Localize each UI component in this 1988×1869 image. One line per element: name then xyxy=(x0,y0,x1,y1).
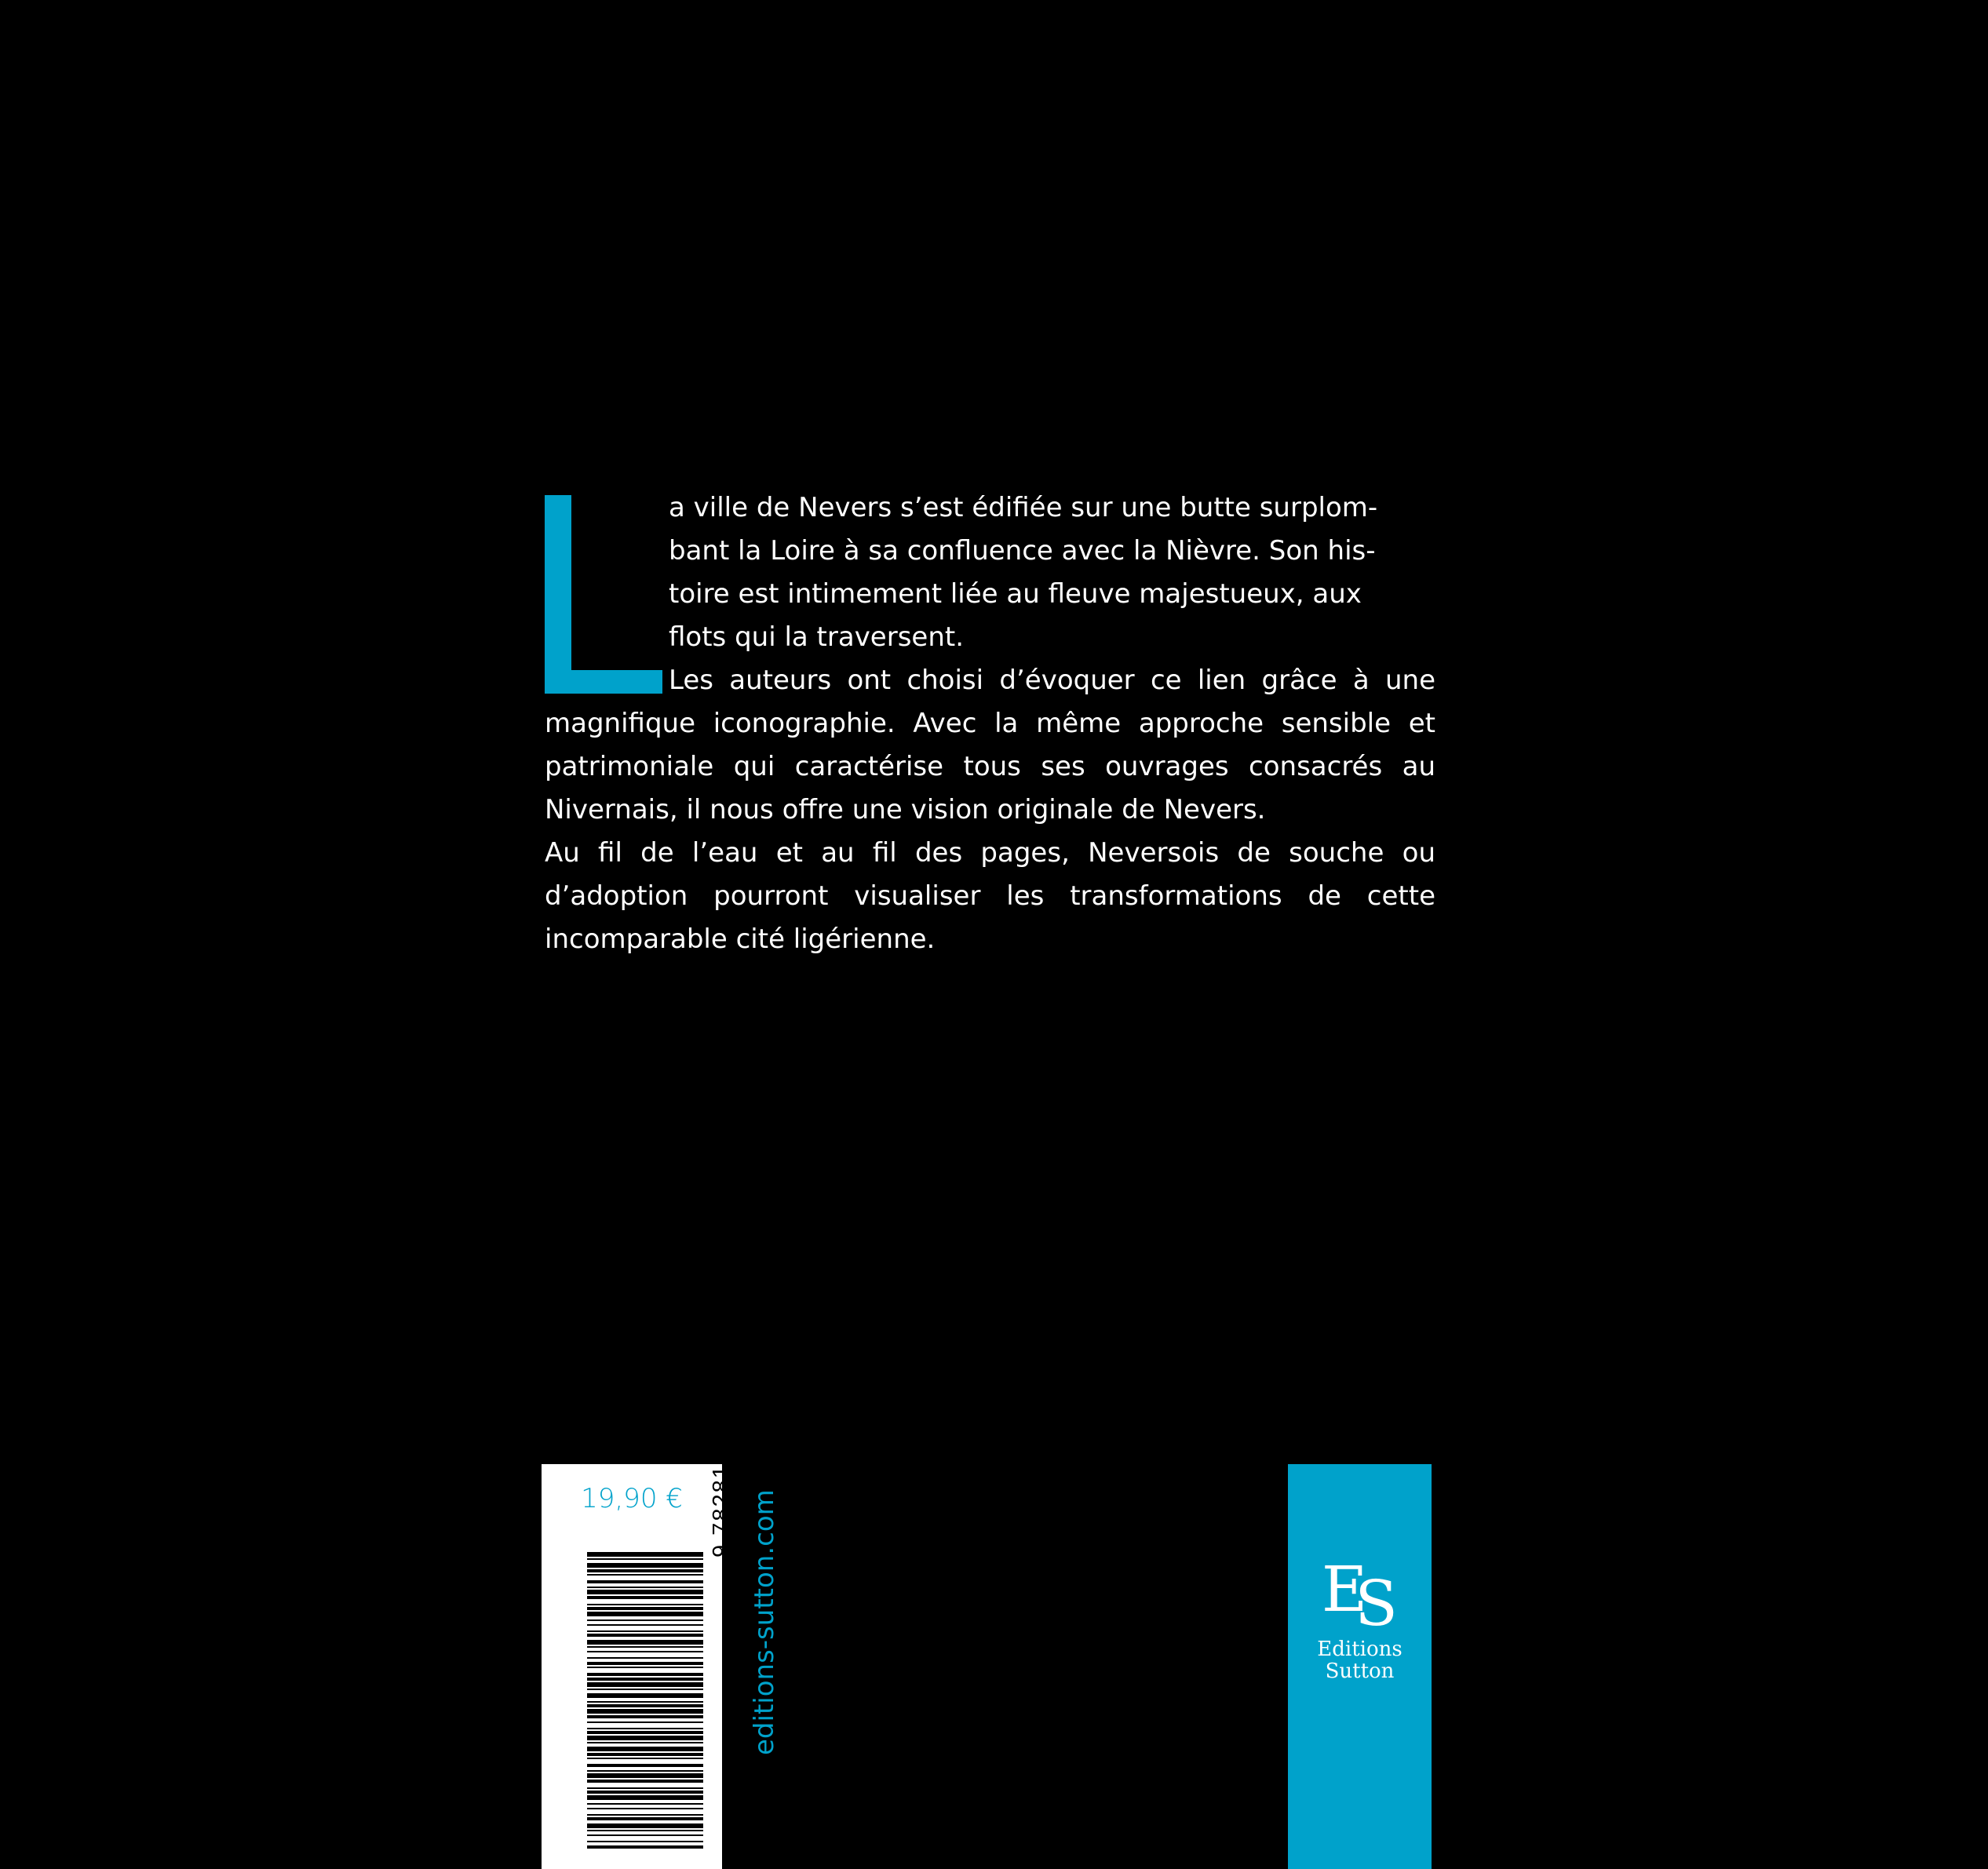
barcode-bar xyxy=(587,1747,703,1751)
barcode-bar xyxy=(587,1787,703,1789)
back-cover-blurb xyxy=(545,486,1435,961)
barcode-bar xyxy=(587,1736,703,1740)
publisher-name-line-2: Sutton xyxy=(1325,1660,1395,1683)
barcode-bar xyxy=(587,1569,703,1572)
barcode-bar xyxy=(587,1558,703,1560)
barcode-bar xyxy=(587,1630,703,1632)
barcode-bar xyxy=(587,1596,703,1599)
barcode-bar xyxy=(587,1604,703,1605)
barcode-bar xyxy=(587,1574,703,1576)
barcode-bar xyxy=(587,1678,703,1681)
blurb-line-4: flots qui la traversent. xyxy=(669,621,965,653)
barcode-bar xyxy=(587,1607,703,1610)
barcode-bar xyxy=(587,1773,703,1778)
publisher-panel xyxy=(1288,1464,1432,1869)
barcode-bar xyxy=(587,1619,703,1621)
logo-letter-s: S xyxy=(1355,1567,1399,1640)
barcode-bar xyxy=(587,1764,703,1767)
barcode-bar xyxy=(587,1552,703,1557)
barcode-bar xyxy=(587,1791,703,1794)
blurb-paragraph-1 xyxy=(545,486,1435,659)
barcode-bar xyxy=(587,1673,703,1676)
barcode-bar xyxy=(587,1689,703,1690)
publisher-website: editions-sutton.com xyxy=(749,1489,780,1755)
barcode-bar xyxy=(587,1758,703,1759)
barcode-bar xyxy=(587,1701,703,1703)
barcode-bar xyxy=(587,1845,703,1849)
barcode-bar xyxy=(587,1814,703,1816)
logo-letter-e: E xyxy=(1321,1553,1368,1626)
barcode-bar xyxy=(587,1715,703,1718)
barcode-bar xyxy=(587,1817,703,1820)
barcode-bar xyxy=(587,1667,703,1668)
barcode-icon xyxy=(587,1552,703,1850)
barcode-panel xyxy=(542,1464,722,1869)
barcode-bar xyxy=(587,1646,703,1648)
barcode-bar xyxy=(587,1728,703,1729)
barcode-bar xyxy=(587,1731,703,1734)
barcode-bar xyxy=(587,1682,703,1687)
ean-digits: 9 782813 812827 xyxy=(709,1357,734,1558)
barcode-bar xyxy=(587,1624,703,1626)
barcode-bar xyxy=(587,1590,703,1594)
blurb-line-1: a ville de Nevers s’est édifiée sur une butte surplom- xyxy=(669,492,1378,523)
publisher-name-line-1: Editions xyxy=(1317,1638,1403,1661)
publisher-logo-icon xyxy=(1288,1553,1432,1640)
barcode-bar xyxy=(587,1742,703,1743)
barcode-bar xyxy=(587,1753,703,1756)
barcode-bar xyxy=(587,1709,703,1714)
barcode-bar xyxy=(587,1657,703,1659)
price-label: 19,90 € xyxy=(581,1483,683,1514)
barcode-bar xyxy=(587,1823,703,1828)
blurb-line-2: bant la Loire à sa confluence avec la Nièvre. Son his- xyxy=(669,535,1376,567)
barcode-bar xyxy=(587,1721,703,1723)
barcode-bar xyxy=(587,1795,703,1800)
barcode-bar xyxy=(587,1808,703,1809)
barcode-bar xyxy=(587,1830,703,1831)
barcode-bar xyxy=(587,1693,703,1698)
barcode-bar xyxy=(587,1580,703,1583)
barcode-bar xyxy=(587,1770,703,1772)
blurb-line-3: toire est intimement liée au fleuve majestueux, aux xyxy=(669,578,1362,610)
barcode-bar xyxy=(587,1834,703,1836)
blurb-paragraph-2: Les auteurs ont choisi d’évoquer ce lien grâce à une magnifique iconographie. Avec la même approche sensible et patrimoniale qui caractérise tous ses ouvrages consacrés au Nivernais, il nous offre une vision originale de Nevers. xyxy=(545,665,1435,825)
barcode-bar xyxy=(587,1780,703,1783)
isbn-number: ISBN 978-2813812827 xyxy=(14,1347,38,1555)
barcode-bar xyxy=(587,1563,703,1568)
barcode-bar xyxy=(587,1662,703,1665)
blurb-paragraph-3: Au fil de l’eau et au fil des pages, Neversois de souche ou d’adoption pourront visualiser les transformations de cette incomparable cité ligérienne. xyxy=(545,837,1435,955)
barcode-bar xyxy=(587,1634,703,1637)
barcode-bar xyxy=(587,1803,703,1805)
barcode-bar xyxy=(587,1587,703,1588)
barcode-bar xyxy=(587,1651,703,1652)
barcode-bar xyxy=(587,1640,703,1645)
barcode-bar xyxy=(587,1841,703,1842)
barcode-bar xyxy=(587,1704,703,1707)
barcode-bar xyxy=(587,1612,703,1616)
